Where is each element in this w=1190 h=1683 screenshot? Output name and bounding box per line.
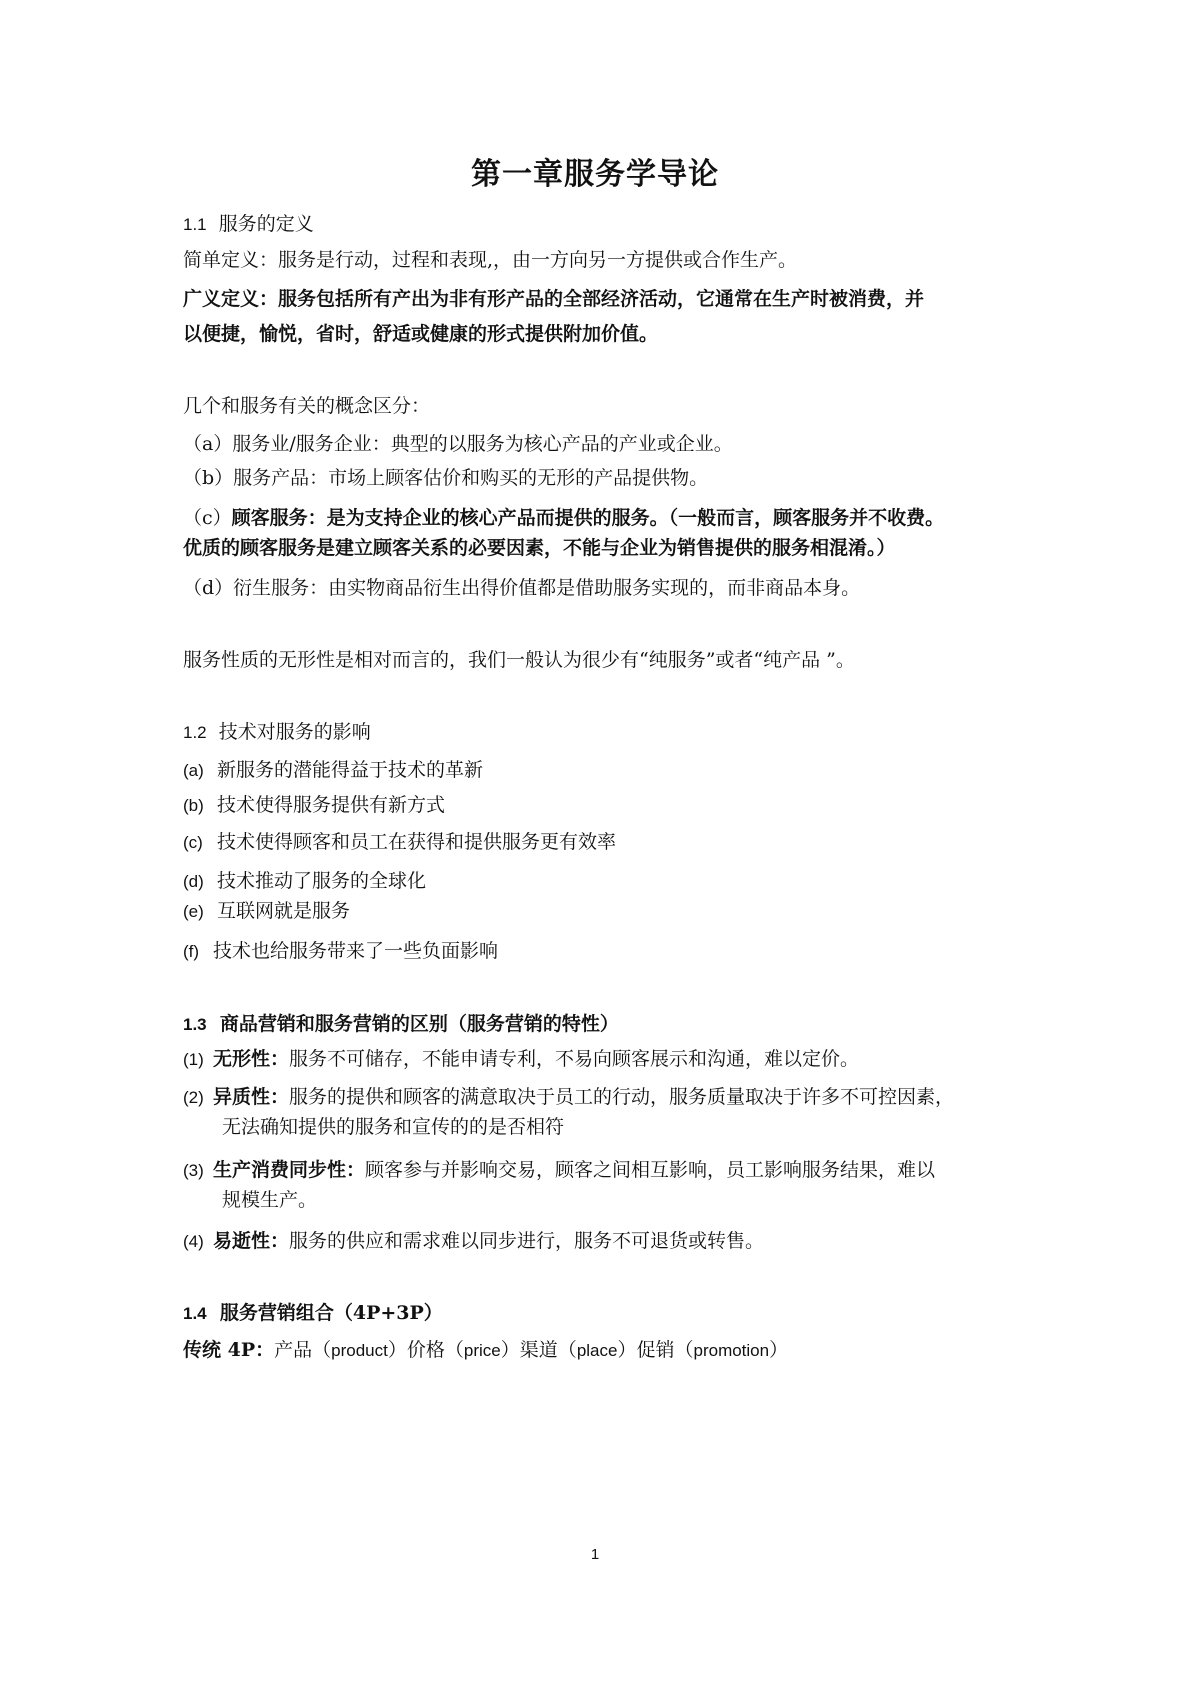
item-label: (4) (183, 1232, 204, 1251)
item-label: (2) (183, 1088, 204, 1107)
trait-item-2-continued: 无法确知提供的服务和宣传的的是否相符 (222, 1116, 565, 1138)
price-en: price (463, 1341, 501, 1360)
section-number: 1.2 (183, 723, 207, 742)
section-1-2-heading (183, 719, 371, 746)
section-title: 服务的定义 (218, 213, 314, 235)
item-label: (e) (183, 902, 204, 921)
section-number: 1.3 (183, 1015, 207, 1034)
item-text: 服务不可储存，不能申请专利，不易向顾客展示和沟通，难以定价。 (289, 1048, 860, 1070)
tech-item-a (183, 757, 483, 784)
promotion-en: promotion (693, 1341, 770, 1360)
trait-item-2 (183, 1084, 954, 1111)
item-text: 服务的供应和需求难以同步进行，服务不可退货或转售。 (289, 1230, 765, 1252)
simple-definition: 简单定义：服务是行动，过程和表现,，由一方向另一方提供或合作生产。 (183, 249, 798, 271)
promotion-cn: 促销 (636, 1339, 675, 1361)
item-text: 技术使得服务提供有新方式 (217, 794, 446, 816)
price-cn: 价格 (406, 1339, 445, 1361)
tech-item-f (183, 938, 498, 965)
tech-item-b (183, 792, 445, 819)
chapter-title: 第一章服务学导论 (471, 157, 719, 192)
tech-item-d (183, 868, 426, 895)
tech-item-e (183, 898, 350, 925)
item-text: 互联网就是服务 (217, 900, 351, 922)
concepts-intro: 几个和服务有关的概念区分： (183, 395, 431, 417)
item-term: 无形性： (213, 1048, 290, 1070)
item-term: 易逝性： (213, 1230, 290, 1252)
item-label: (f) (183, 942, 200, 961)
item-label: (1) (183, 1050, 204, 1069)
item-text: 技术也给服务带来了一些负面影响 (213, 940, 499, 962)
trait-item-1 (183, 1046, 859, 1073)
concept-item-a: （a）服务业/服务企业：典型的以服务为核心产品的产业或企业。 (183, 433, 733, 455)
item-text: 技术推动了服务的全球化 (217, 870, 427, 892)
item-label: (3) (183, 1161, 204, 1180)
section-title: 服务营销组合（4P+3P） (219, 1302, 443, 1324)
product-cn: 产品 (274, 1339, 313, 1361)
item-term: 异质性： (213, 1086, 290, 1108)
trait-item-3 (183, 1157, 935, 1184)
item-text: 技术使得顾客和员工在获得和提供服务更有效率 (217, 831, 617, 853)
tech-item-c (183, 829, 616, 856)
item-text: 服务的提供和顾客的满意取决于员工的行动，服务质量取决于许多不可控因素， (289, 1086, 955, 1108)
intangibility-note: 服务性质的无形性是相对而言的，我们一般认为很少有“纯服务”或者“纯产品 ”。 (183, 649, 855, 671)
traditional-4p: 传统 4P：产品（product）价格（price）渠道（place）促销（promotion） (183, 1339, 789, 1361)
section-number: 1.1 (183, 215, 207, 234)
item-text: 新服务的潜能得益于技术的革新 (217, 759, 484, 781)
section-1-1-heading (183, 211, 314, 238)
concept-item-c-line-1 (183, 505, 944, 531)
item-label: (a) (183, 761, 204, 780)
broad-definition-line-1: 广义定义：服务包括所有产出为非有形产品的全部经济活动，它通常在生产时被消费，并 (183, 288, 925, 310)
section-title: 商品营销和服务营销的区别（服务营销的特性） (219, 1013, 619, 1035)
broad-definition-line-2: 以便捷，愉悦，省时，舒适或健康的形式提供附加价值。 (183, 323, 659, 345)
concept-item-d: （d）衍生服务：由实物商品衍生出得价值都是借助服务实现的，而非商品本身。 (183, 577, 861, 599)
concept-item-b: （b）服务产品：市场上顾客估价和购买的无形的产品提供物。 (183, 467, 709, 489)
item-term: 生产消费同步性： (213, 1159, 366, 1181)
item-label: (b) (183, 796, 204, 815)
item-text: 顾客参与并影响交易，顾客之间相互影响，员工影响服务结果，难以 (365, 1159, 936, 1181)
product-en: product (331, 1341, 388, 1360)
trait-item-3-continued: 规模生产。 (222, 1189, 318, 1211)
traditional-4p-label: 传统 4P： (183, 1339, 275, 1361)
section-1-4-heading (183, 1300, 443, 1327)
concept-item-c-text: 顾客服务：是为支持企业的核心产品而提供的服务。（一般而言，顾客服务并不收费。 (231, 507, 945, 529)
item-label: (d) (183, 872, 204, 891)
section-number: 1.4 (183, 1304, 207, 1323)
section-1-3-heading (183, 1011, 619, 1038)
page-number: 1 (590, 1546, 600, 1563)
place-cn: 渠道 (519, 1339, 558, 1361)
concept-item-c-label: （c） (183, 507, 232, 529)
concept-item-c-line-2: 优质的顾客服务是建立顾客关系的必要因素，不能与企业为销售提供的服务相混淆。） (183, 537, 896, 559)
item-label: (c) (183, 833, 203, 852)
section-title: 技术对服务的影响 (218, 721, 371, 743)
place-en: place (576, 1341, 618, 1360)
trait-item-4 (183, 1228, 764, 1255)
